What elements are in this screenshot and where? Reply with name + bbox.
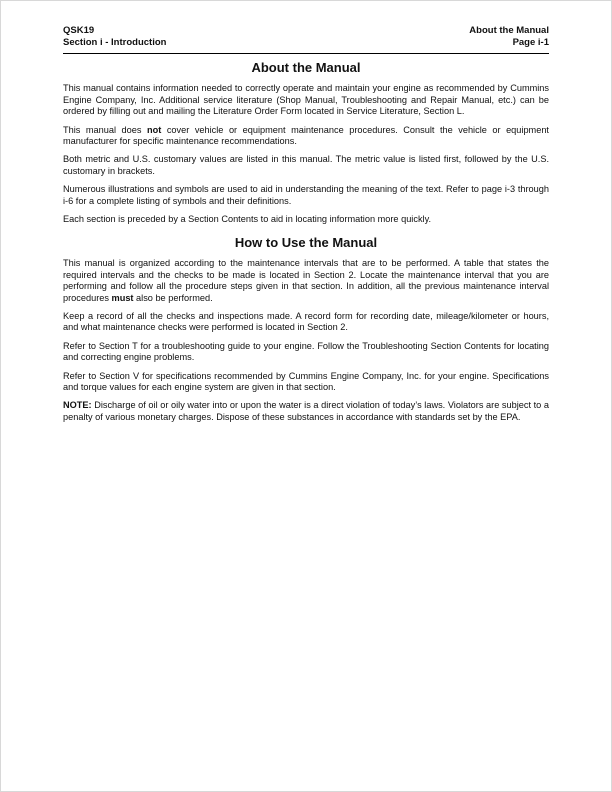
para-not-cover	[63, 125, 549, 148]
para-maintenance-intervals	[63, 258, 549, 304]
header-model: QSK19	[63, 25, 95, 36]
para-metric-values-text: Both metric and U.S. customary values are listed in this manual. The metric value is listed first, followed by the U.S. customary in brackets.	[63, 154, 549, 176]
para-maintenance-intervals-c: also be performed.	[133, 292, 213, 303]
para-illustrations-text: Numerous illustrations and symbols are used to aid in understanding the meaning of the text. Refer to page i-3 through i-6 for a complete listing of symbols and their definitions.	[63, 184, 549, 206]
para-section-contents-text: Each section is preceded by a Section Contents to aid in locating information more quickly.	[63, 213, 432, 224]
title-how-to-use: How to Use the Manual	[234, 235, 378, 251]
bold-not: not	[147, 124, 162, 135]
para-section-t	[63, 341, 549, 364]
para-not-cover-c: cover vehicle or equipment maintenance procedures. Consult the vehicle or equipment manufacturer for specific maintenance recommendations.	[63, 124, 549, 146]
header-chapter: About the Manual	[469, 25, 549, 36]
para-maintenance-intervals-a: This manual is organized according to the maintenance intervals that are to be performed. A table that states the required intervals and the checks to be made is located in Section 2. Locate the maintenance interval that you are performing and follow all the procedure steps given in that section. In addition, all the previous maintenance interval procedures	[63, 258, 549, 303]
header-section: Section i - Introduction	[63, 37, 167, 49]
note-text: Discharge of oil or oily water into or upon the water is a direct violation of today’s laws. Violators are subject to a penalty of various monetary charges. Dispose of these substances in accordance with standards set by the EPA.	[63, 400, 549, 422]
para-section-t-text: Refer to Section T for a troubleshooting guide to your engine. Follow the Troubleshooting Section Contents for locating and correcting engine problems.	[63, 340, 549, 363]
para-metric-values	[63, 154, 549, 177]
note-label: NOTE:	[63, 400, 92, 411]
para-section-v	[63, 371, 549, 394]
para-record-keeping-text: Keep a record of all the checks and inspections made. A record form for recording date, mileage/kilometer or hours, and what maintenance checks were performed is located in Section 2.	[63, 311, 549, 333]
para-note-epa	[63, 400, 549, 423]
bold-must: must	[111, 292, 134, 303]
page-header	[63, 25, 549, 49]
para-record-keeping	[63, 311, 549, 334]
para-not-cover-a: This manual does	[63, 124, 147, 135]
para-section-v-text: Refer to Section V for specifications recommended by Cummins Engine Company, Inc. for your engine. Specifications and torque values for each engine system are given in that section.	[63, 370, 549, 393]
header-left	[63, 25, 166, 49]
header-page-number: Page i-1	[512, 37, 549, 49]
header-right	[469, 25, 549, 49]
header-rule	[63, 53, 549, 54]
title-about-the-manual: About the Manual	[251, 60, 361, 76]
para-manual-contents	[63, 83, 549, 117]
para-section-contents	[63, 214, 549, 225]
para-manual-contents-text: This manual contains information needed to correctly operate and maintain your engine as recommended by Cummins Engine Company, Inc. Additional service literature (Shop Manual, Troubleshooting and Repair Manual, etc.) can be ordered by filling out and mailing the Literature Order Form located in Service Literature, Section L.	[63, 83, 549, 117]
para-illustrations	[63, 184, 549, 207]
